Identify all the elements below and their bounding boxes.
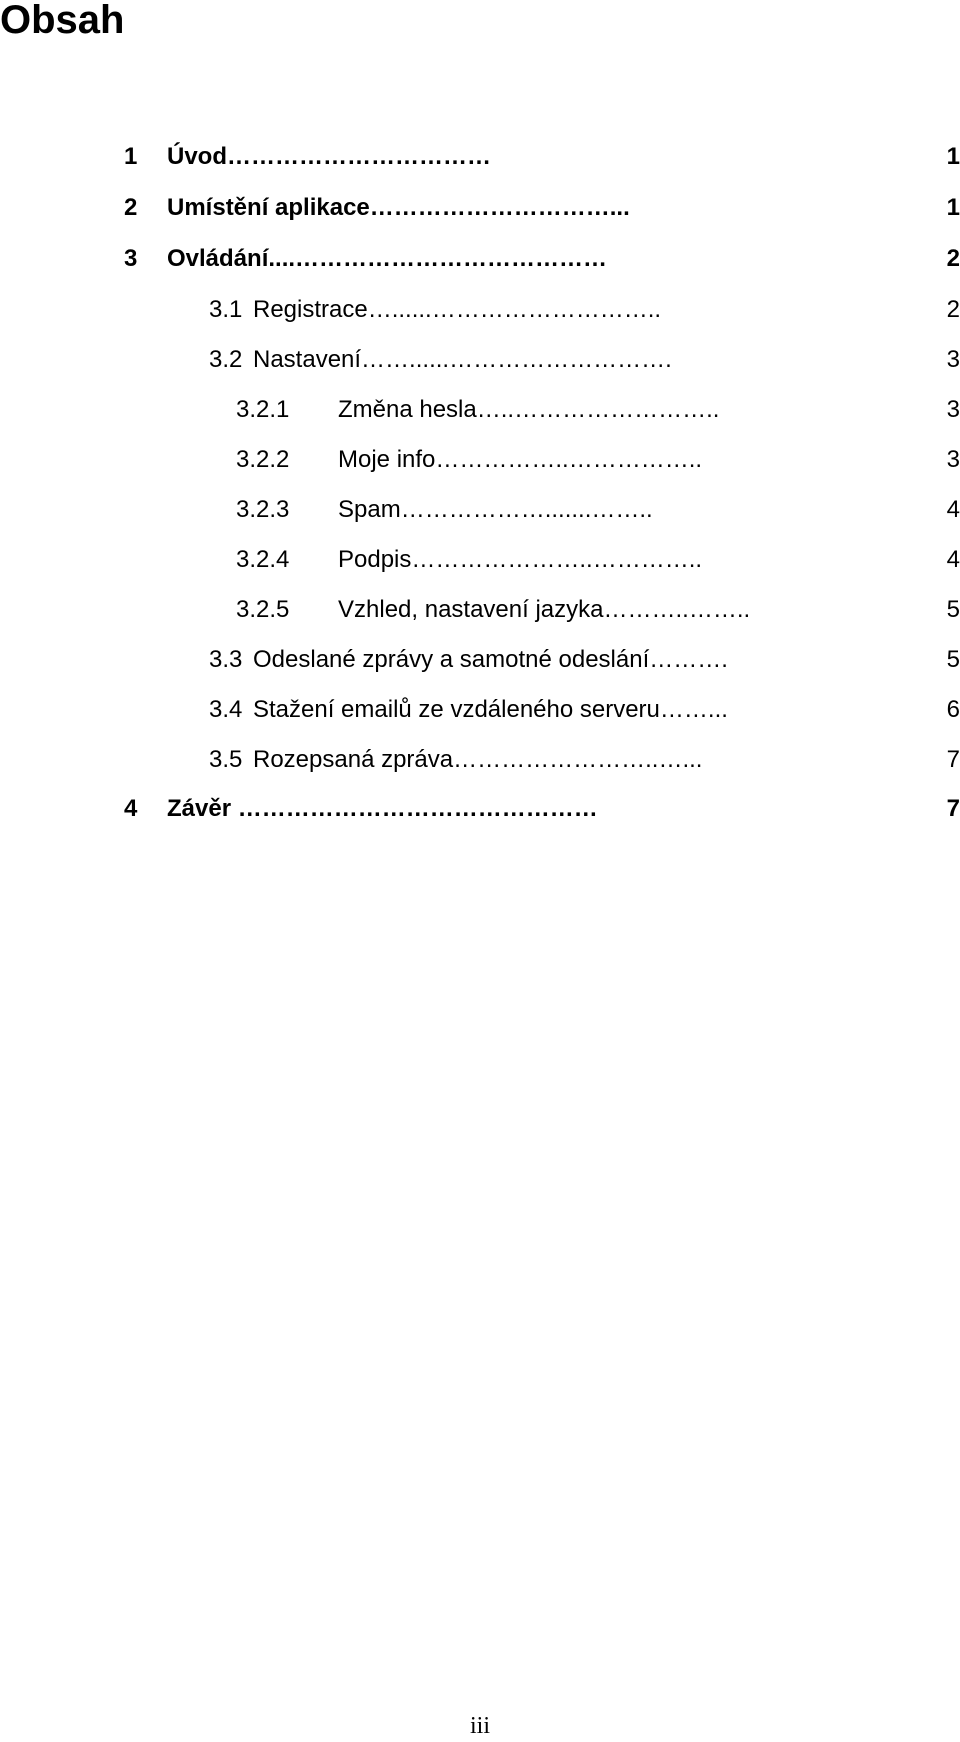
toc-title: Registrace…......……………………….. xyxy=(253,296,662,323)
toc-title: Stažení emailů ze vzdáleného serveru……... xyxy=(253,696,728,723)
toc-entry-3[interactable] xyxy=(0,241,960,277)
toc-number: 3.2.1 xyxy=(236,396,290,423)
toc-page-number: 5 xyxy=(946,596,960,623)
toc-number: 4 xyxy=(124,795,138,822)
toc-entry-3-4[interactable] xyxy=(0,692,960,728)
toc-entry-3-1[interactable] xyxy=(0,292,960,328)
toc-number: 3.2.3 xyxy=(236,496,290,523)
toc-title: Úvod…………………………… xyxy=(167,143,491,170)
toc-number: 3.2.2 xyxy=(236,446,290,473)
toc-title: Podpis…………………..………….. xyxy=(338,546,703,573)
toc-entry-3-3[interactable] xyxy=(0,642,960,678)
toc-page-number: 6 xyxy=(946,696,960,723)
toc-page-number: 4 xyxy=(946,496,960,523)
toc-number: 1 xyxy=(124,143,138,170)
toc-title: Spam……………….......…….. xyxy=(338,496,653,523)
toc-page-number: 7 xyxy=(946,795,960,822)
toc-entry-3-2-1[interactable] xyxy=(0,392,960,428)
toc-entry-2[interactable] xyxy=(0,190,960,226)
toc-page-number: 2 xyxy=(946,296,960,323)
toc-number: 3.3 xyxy=(209,646,243,673)
toc-number: 3 xyxy=(124,245,138,272)
toc-entry-3-2-4[interactable] xyxy=(0,542,960,578)
toc-title: Moje info……………..…………….. xyxy=(338,446,703,473)
toc-number: 3.2 xyxy=(209,346,243,373)
toc-page-number: 5 xyxy=(946,646,960,673)
toc-entry-3-2[interactable] xyxy=(0,342,960,378)
toc-title: Umístění aplikace…………………………... xyxy=(167,194,630,221)
page-title: Obsah xyxy=(0,0,125,42)
toc-page-number: 4 xyxy=(946,546,960,573)
toc-title: Změna hesla…..…………………….. xyxy=(338,396,720,423)
toc-entry-3-2-5[interactable] xyxy=(0,592,960,628)
toc-page-number: 2 xyxy=(946,245,960,272)
toc-title: Rozepsaná zpráva……………………..…... xyxy=(253,746,703,773)
toc-title: Nastavení……......………………………. xyxy=(253,346,672,373)
toc-page-number: 1 xyxy=(946,194,960,221)
toc-number: 3.2.5 xyxy=(236,596,290,623)
toc-page-number: 3 xyxy=(946,396,960,423)
toc-number: 3.1 xyxy=(209,296,243,323)
toc-page-number: 3 xyxy=(946,346,960,373)
toc-entry-3-2-3[interactable] xyxy=(0,492,960,528)
toc-entry-1[interactable] xyxy=(0,139,960,175)
toc-title: Ovládání....………………………………… xyxy=(167,245,608,272)
toc-page-number: 3 xyxy=(946,446,960,473)
toc-number: 3.5 xyxy=(209,746,243,773)
toc-entry-3-5[interactable] xyxy=(0,742,960,778)
toc-number: 3.2.4 xyxy=(236,546,290,573)
toc-title: Závěr ……………………………………… xyxy=(167,795,598,822)
toc-title: Vzhled, nastavení jazyka………..…….. xyxy=(338,596,751,623)
toc-page-number: 7 xyxy=(946,746,960,773)
toc-title: Odeslané zprávy a samotné odeslání………. xyxy=(253,646,728,673)
toc-number: 2 xyxy=(124,194,138,221)
toc-entry-3-2-2[interactable] xyxy=(0,442,960,478)
toc-page-number: 1 xyxy=(946,143,960,170)
toc-entry-4[interactable] xyxy=(0,791,960,827)
page-number: iii xyxy=(469,1713,490,1739)
toc-number: 3.4 xyxy=(209,696,243,723)
